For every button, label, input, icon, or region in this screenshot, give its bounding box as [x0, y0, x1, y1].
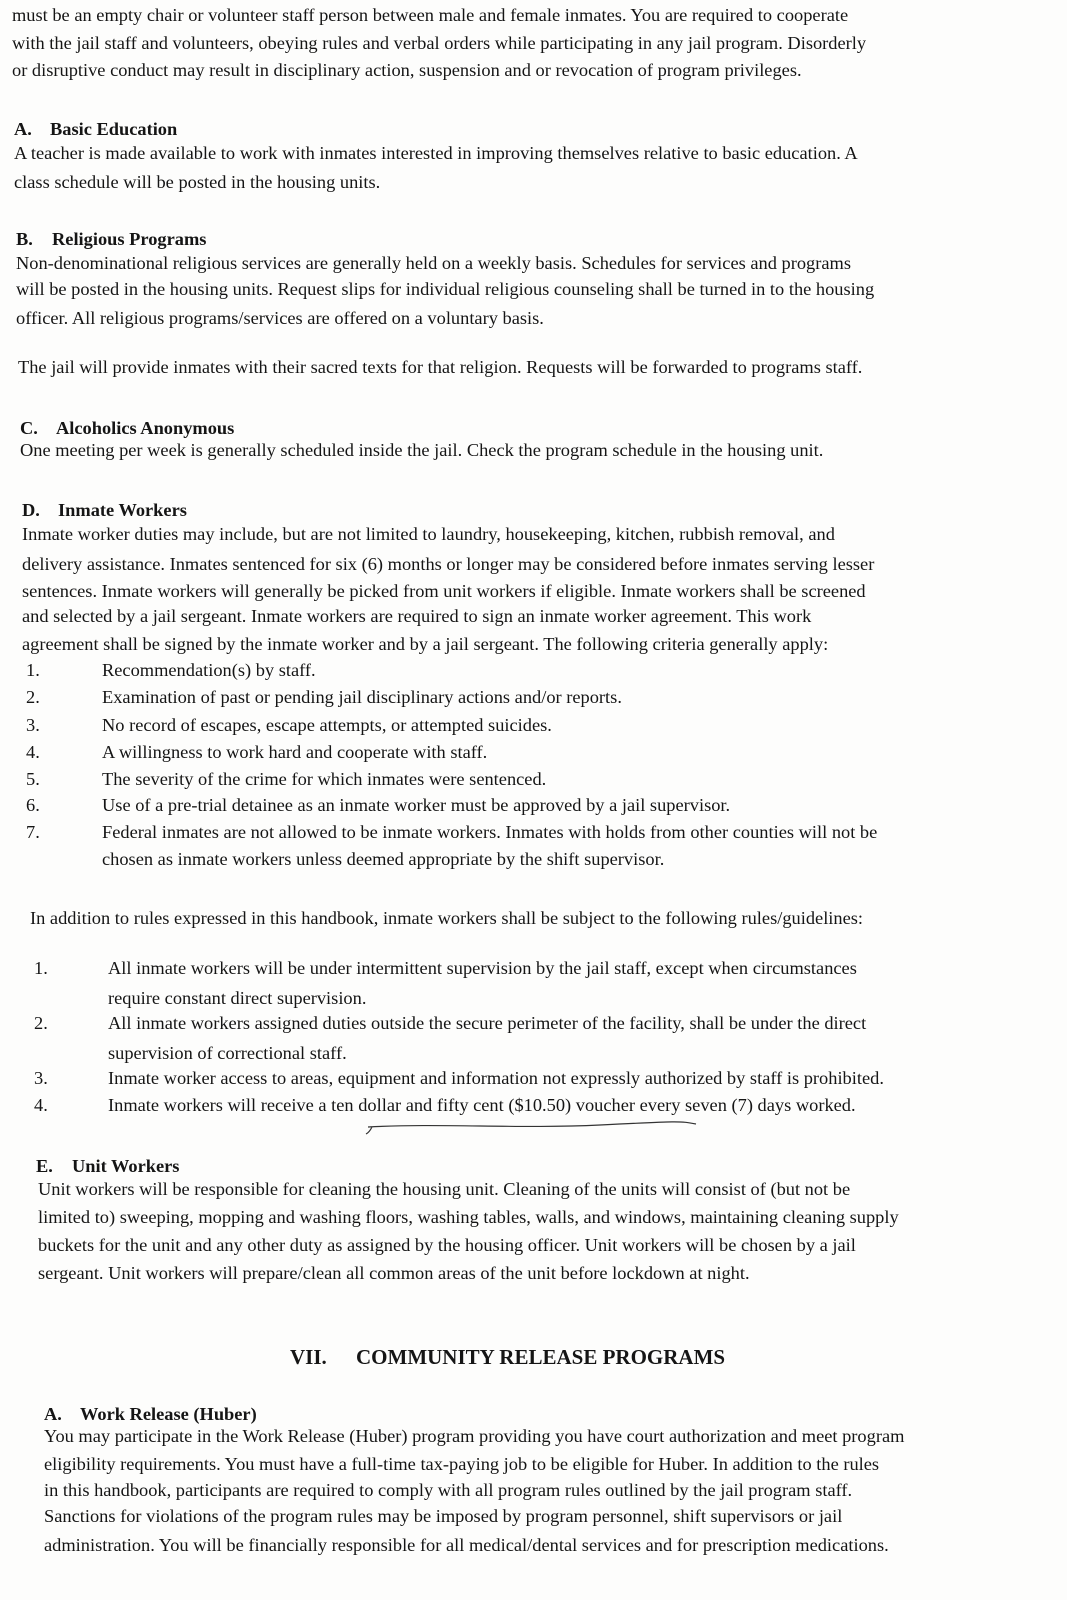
section-letter: A.: [44, 1404, 62, 1424]
paragraph-line: Unit workers will be responsible for cleaning the housing unit. Cleaning of the units will consist of (but not be: [38, 1179, 851, 1199]
intro-line: must be an empty chair or volunteer staff person between male and female inmates. You are required to cooperate: [12, 5, 849, 25]
section-heading-work-release: [44, 1403, 257, 1425]
paragraph-line: sergeant. Unit workers will prepare/clean all common areas of the unit before lockdown at night.: [38, 1263, 750, 1283]
paragraph-line: sentences. Inmate workers will generally be picked from unit workers if eligible. Inmate workers shall be screened: [22, 581, 866, 601]
paragraph-line: officer. All religious programs/services are offered on a voluntary basis.: [16, 308, 544, 328]
criteria-item: Recommendation(s) by staff.: [102, 660, 316, 680]
paragraph-line: A teacher is made available to work with inmates interested in improving themselves relative to basic education. A: [14, 143, 858, 163]
paragraph-line: limited to) sweeping, mopping and washing floors, washing tables, walls, and windows, maintaining cleaning supply: [38, 1207, 899, 1227]
paragraph-line: will be posted in the housing units. Request slips for individual religious counseling shall be turned in to the housing: [16, 279, 875, 299]
paragraph-line: class schedule will be posted in the housing units.: [14, 172, 381, 192]
paragraph-line: Inmate worker duties may include, but are not limited to laundry, housekeeping, kitchen, rubbish removal, and: [22, 524, 835, 544]
list-number: 6.: [26, 795, 40, 815]
list-number: 3.: [26, 715, 40, 735]
rule-item: Inmate worker access to areas, equipment and information not expressly authorized by staff is prohibited.: [108, 1068, 884, 1088]
section-heading-inmate-workers: [22, 499, 187, 521]
list-number: 5.: [26, 769, 40, 789]
heading-text: Inmate Workers: [58, 500, 187, 520]
heading-text: Basic Education: [50, 119, 178, 139]
list-number: 7.: [26, 822, 40, 842]
rule-item-continued: supervision of correctional staff.: [108, 1043, 347, 1063]
criteria-item: The severity of the crime for which inmates were sentenced.: [102, 769, 547, 789]
criteria-item: No record of escapes, escape attempts, or attempted suicides.: [102, 715, 552, 735]
heading-text: Work Release (Huber): [80, 1404, 257, 1424]
heading-text: Religious Programs: [52, 229, 207, 249]
criteria-item: A willingness to work hard and cooperate with staff.: [102, 742, 488, 762]
section-letter: D.: [22, 500, 40, 520]
paragraph-line: in this handbook, participants are required to comply with all program rules outlined by the jail program staff.: [44, 1480, 853, 1500]
handwritten-underline: [360, 1117, 700, 1135]
paragraph-line: eligibility requirements. You must have a full-time tax-paying job to be eligible for Huber. In addition to the rules: [44, 1454, 880, 1474]
paragraph-line: You may participate in the Work Release (Huber) program providing you have court authorization and meet program: [44, 1426, 905, 1446]
paragraph-line: agreement shall be signed by the inmate worker and by a jail sergeant. The following criteria generally apply:: [22, 634, 829, 654]
chapter-title: [290, 1344, 725, 1370]
rules-intro: In addition to rules expressed in this handbook, inmate workers shall be subject to the following rules/guidelines:: [30, 908, 864, 928]
paragraph-line: Sanctions for violations of the program rules may be imposed by program personnel, shift supervisors or jail: [44, 1506, 843, 1526]
list-number: 3.: [34, 1068, 48, 1088]
paragraph-line: buckets for the unit and any other duty as assigned by the housing officer. Unit workers will be chosen by a jail: [38, 1235, 856, 1255]
list-number: 2.: [34, 1013, 48, 1033]
intro-line: with the jail staff and volunteers, obeying rules and verbal orders while participating in any jail program. Disorderly: [12, 33, 867, 53]
heading-text: Unit Workers: [72, 1156, 180, 1176]
rule-item-continued: require constant direct supervision.: [108, 988, 367, 1008]
paragraph-line: delivery assistance. Inmates sentenced for six (6) months or longer may be considered before inmates serving lesser: [22, 554, 875, 574]
section-letter: C.: [20, 418, 38, 438]
paragraph-line: One meeting per week is generally scheduled inside the jail. Check the program schedule in the housing unit.: [20, 440, 824, 460]
rule-item: All inmate workers will be under intermittent supervision by the jail staff, except when circumstances: [108, 958, 857, 978]
criteria-item-continued: chosen as inmate workers unless deemed appropriate by the shift supervisor.: [102, 849, 665, 869]
criteria-item: Examination of past or pending jail disciplinary actions and/or reports.: [102, 687, 622, 707]
rule-item: All inmate workers assigned duties outside the secure perimeter of the facility, shall be under the direct: [108, 1013, 867, 1033]
section-letter: E.: [36, 1156, 53, 1176]
rule-item: Inmate workers will receive a ten dollar and fifty cent ($10.50) voucher every seven (7) days worked.: [108, 1095, 856, 1115]
section-heading-basic-education: [14, 118, 177, 140]
list-number: 2.: [26, 687, 40, 707]
list-number: 4.: [34, 1095, 48, 1115]
criteria-item: Federal inmates are not allowed to be inmate workers. Inmates with holds from other counties will not be: [102, 822, 878, 842]
criteria-item: Use of a pre-trial detainee as an inmate worker must be approved by a jail supervisor.: [102, 795, 731, 815]
list-number: 1.: [26, 660, 40, 680]
paragraph-line: The jail will provide inmates with their sacred texts for that religion. Requests will be forwarded to programs staff.: [18, 357, 863, 377]
paragraph-line: administration. You will be financially responsible for all medical/dental services and for prescription medications.: [44, 1535, 889, 1555]
list-number: 4.: [26, 742, 40, 762]
chapter-title-text: COMMUNITY RELEASE PROGRAMS: [356, 1345, 726, 1369]
intro-line: or disruptive conduct may result in disciplinary action, suspension and or revocation of program privileges.: [12, 60, 802, 80]
heading-text: Alcoholics Anonymous: [56, 418, 235, 438]
paragraph-line: and selected by a jail sergeant. Inmate workers are required to sign an inmate worker agreement. This work: [22, 606, 812, 626]
section-heading-religious-programs: [16, 228, 206, 250]
paragraph-line: Non-denominational religious services are generally held on a weekly basis. Schedules for services and programs: [16, 253, 851, 273]
section-heading-alcoholics-anonymous: [20, 417, 234, 439]
list-number: 1.: [34, 958, 48, 978]
chapter-numeral: VII.: [290, 1345, 327, 1369]
section-letter: A.: [14, 119, 32, 139]
section-letter: B.: [16, 229, 33, 249]
section-heading-unit-workers: [36, 1155, 179, 1177]
